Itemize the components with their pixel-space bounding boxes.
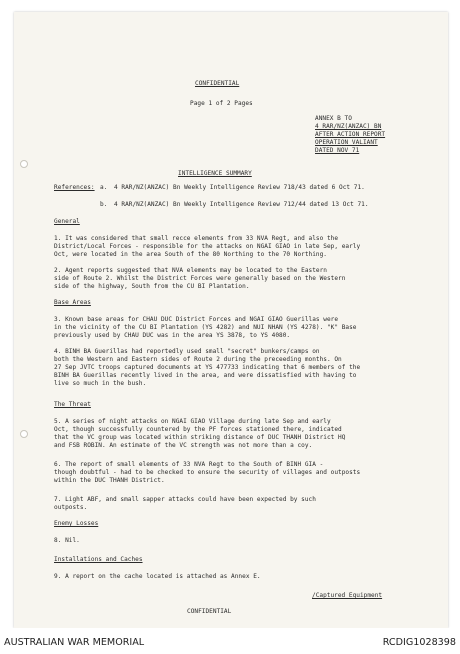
paragraph-line: 6. The report of small elements of 33 NVA Regt to the South of BINH GIA - xyxy=(54,461,324,468)
paragraph-line: both the Western and Eastern sides of Route 2 during the preceeding months. On xyxy=(54,356,342,363)
paragraph-8: 8. Nil. xyxy=(54,537,80,544)
paragraph-line: 3. Known base areas for CHAU DUC District Forces and NGAI GIAO Guerillas were xyxy=(54,316,339,323)
references-label: References: xyxy=(54,184,95,191)
section-heading-installations: Installations and Caches xyxy=(54,556,143,563)
paragraph-line: 27 Sep JVTC troops captured documents at YS 477733 indicating that 6 members of the xyxy=(54,364,361,371)
paragraph-line: Oct, though successfully countered by the PF forces stationed there, indicated xyxy=(54,426,342,433)
reference-text: 4 RAR/NZ(ANZAC) Bn Weekly Intelligence Review 712/44 dated 13 Oct 71. xyxy=(114,201,369,208)
paragraph-line: 2. Agent reports suggested that NVA elements may be located to the Eastern xyxy=(54,267,327,274)
annex-line: AFTER ACTION REPORT xyxy=(315,131,386,138)
page-count: Page 1 of 2 Pages xyxy=(190,100,253,107)
paragraph-line: side of the highway, South from the CU BI Plantation. xyxy=(54,283,250,290)
reference-num: a. xyxy=(100,184,108,191)
document-page xyxy=(14,12,448,628)
annex-line: DATED NOV 71 xyxy=(315,147,360,154)
paragraph-line: within the DUC THANH District. xyxy=(54,477,165,484)
record-id: RCDIG1028398 xyxy=(382,637,456,648)
paragraph-line: 5. A series of night attacks on NGAI GIAO Village during late Sep and early xyxy=(54,418,331,425)
classification-bottom: CONFIDENTIAL xyxy=(187,608,232,615)
reference-num: b. xyxy=(100,201,108,208)
paragraph-line: 7. Light ABF, and small sapper attacks could have been expected by such xyxy=(54,496,316,503)
section-heading-base-areas: Base Areas xyxy=(54,299,91,306)
section-heading-enemy-losses: Enemy Losses xyxy=(54,520,99,527)
archive-name: AUSTRALIAN WAR MEMORIAL xyxy=(4,637,145,648)
document-title: INTELLIGENCE SUMMARY xyxy=(178,170,252,177)
paragraph-line: outposts. xyxy=(54,504,88,511)
annex-line: 4 RAR/NZ(ANZAC) BN xyxy=(315,123,382,130)
continuation-note: /Captured Equipment xyxy=(312,592,383,599)
punch-hole-top xyxy=(20,160,28,168)
paragraph-line: in the vicinity of the CU BI Plantation (YS 4282) and NUI NHAN (YS 4278). "K" Base xyxy=(54,324,357,331)
paragraph-line: BINH BA Guerillas recently lived in the area, and were dissatisfied with having to xyxy=(54,372,357,379)
paragraph-line: that the VC group was located within striking distance of DUC THANH District HQ xyxy=(54,434,346,441)
paragraph-line: though doubtful - had to be checked to ensure the security of villages and outposts xyxy=(54,469,361,476)
paragraph-line: live so much in the bush. xyxy=(54,380,147,387)
section-heading-threat: The Threat xyxy=(54,401,91,408)
archive-footer xyxy=(0,628,460,654)
annex-line: OPERATION VALIANT xyxy=(315,139,378,146)
paragraph-line: District/Local Forces - responsible for the attacks on NGAI GIAO in late Sep, early xyxy=(54,243,361,250)
section-heading-general: General xyxy=(54,218,80,225)
annex-line: ANNEX B TO xyxy=(315,115,352,122)
paragraph-line: 4. BINH BA Guerillas had reportedly used small "secret" bunkers/camps on xyxy=(54,348,320,355)
classification-top: CONFIDENTIAL xyxy=(195,80,240,87)
paragraph-line: Oct, were located in the area South of the 80 Northing to the 70 Northing. xyxy=(54,251,327,258)
reference-text: 4 RAR/NZ(ANZAC) Bn Weekly Intelligence Review 718/43 dated 6 Oct 71. xyxy=(114,184,365,191)
paragraph-line: side of Route 2. Whilst the District Forces were generally based on the Western xyxy=(54,275,346,282)
punch-hole-bottom xyxy=(20,430,28,438)
paragraph-line: previously used by CHAU DUC was in the area YS 3878, to YS 4080. xyxy=(54,332,291,339)
paragraph-line: and FSB ROBIN. An estimate of the VC strength was not more than a coy. xyxy=(54,442,313,449)
paragraph-line: 1. It was considered that small recce elements from 33 NVA Regt, and also the xyxy=(54,235,339,242)
paragraph-9: 9. A report on the cache located is attached as Annex E. xyxy=(54,573,261,580)
